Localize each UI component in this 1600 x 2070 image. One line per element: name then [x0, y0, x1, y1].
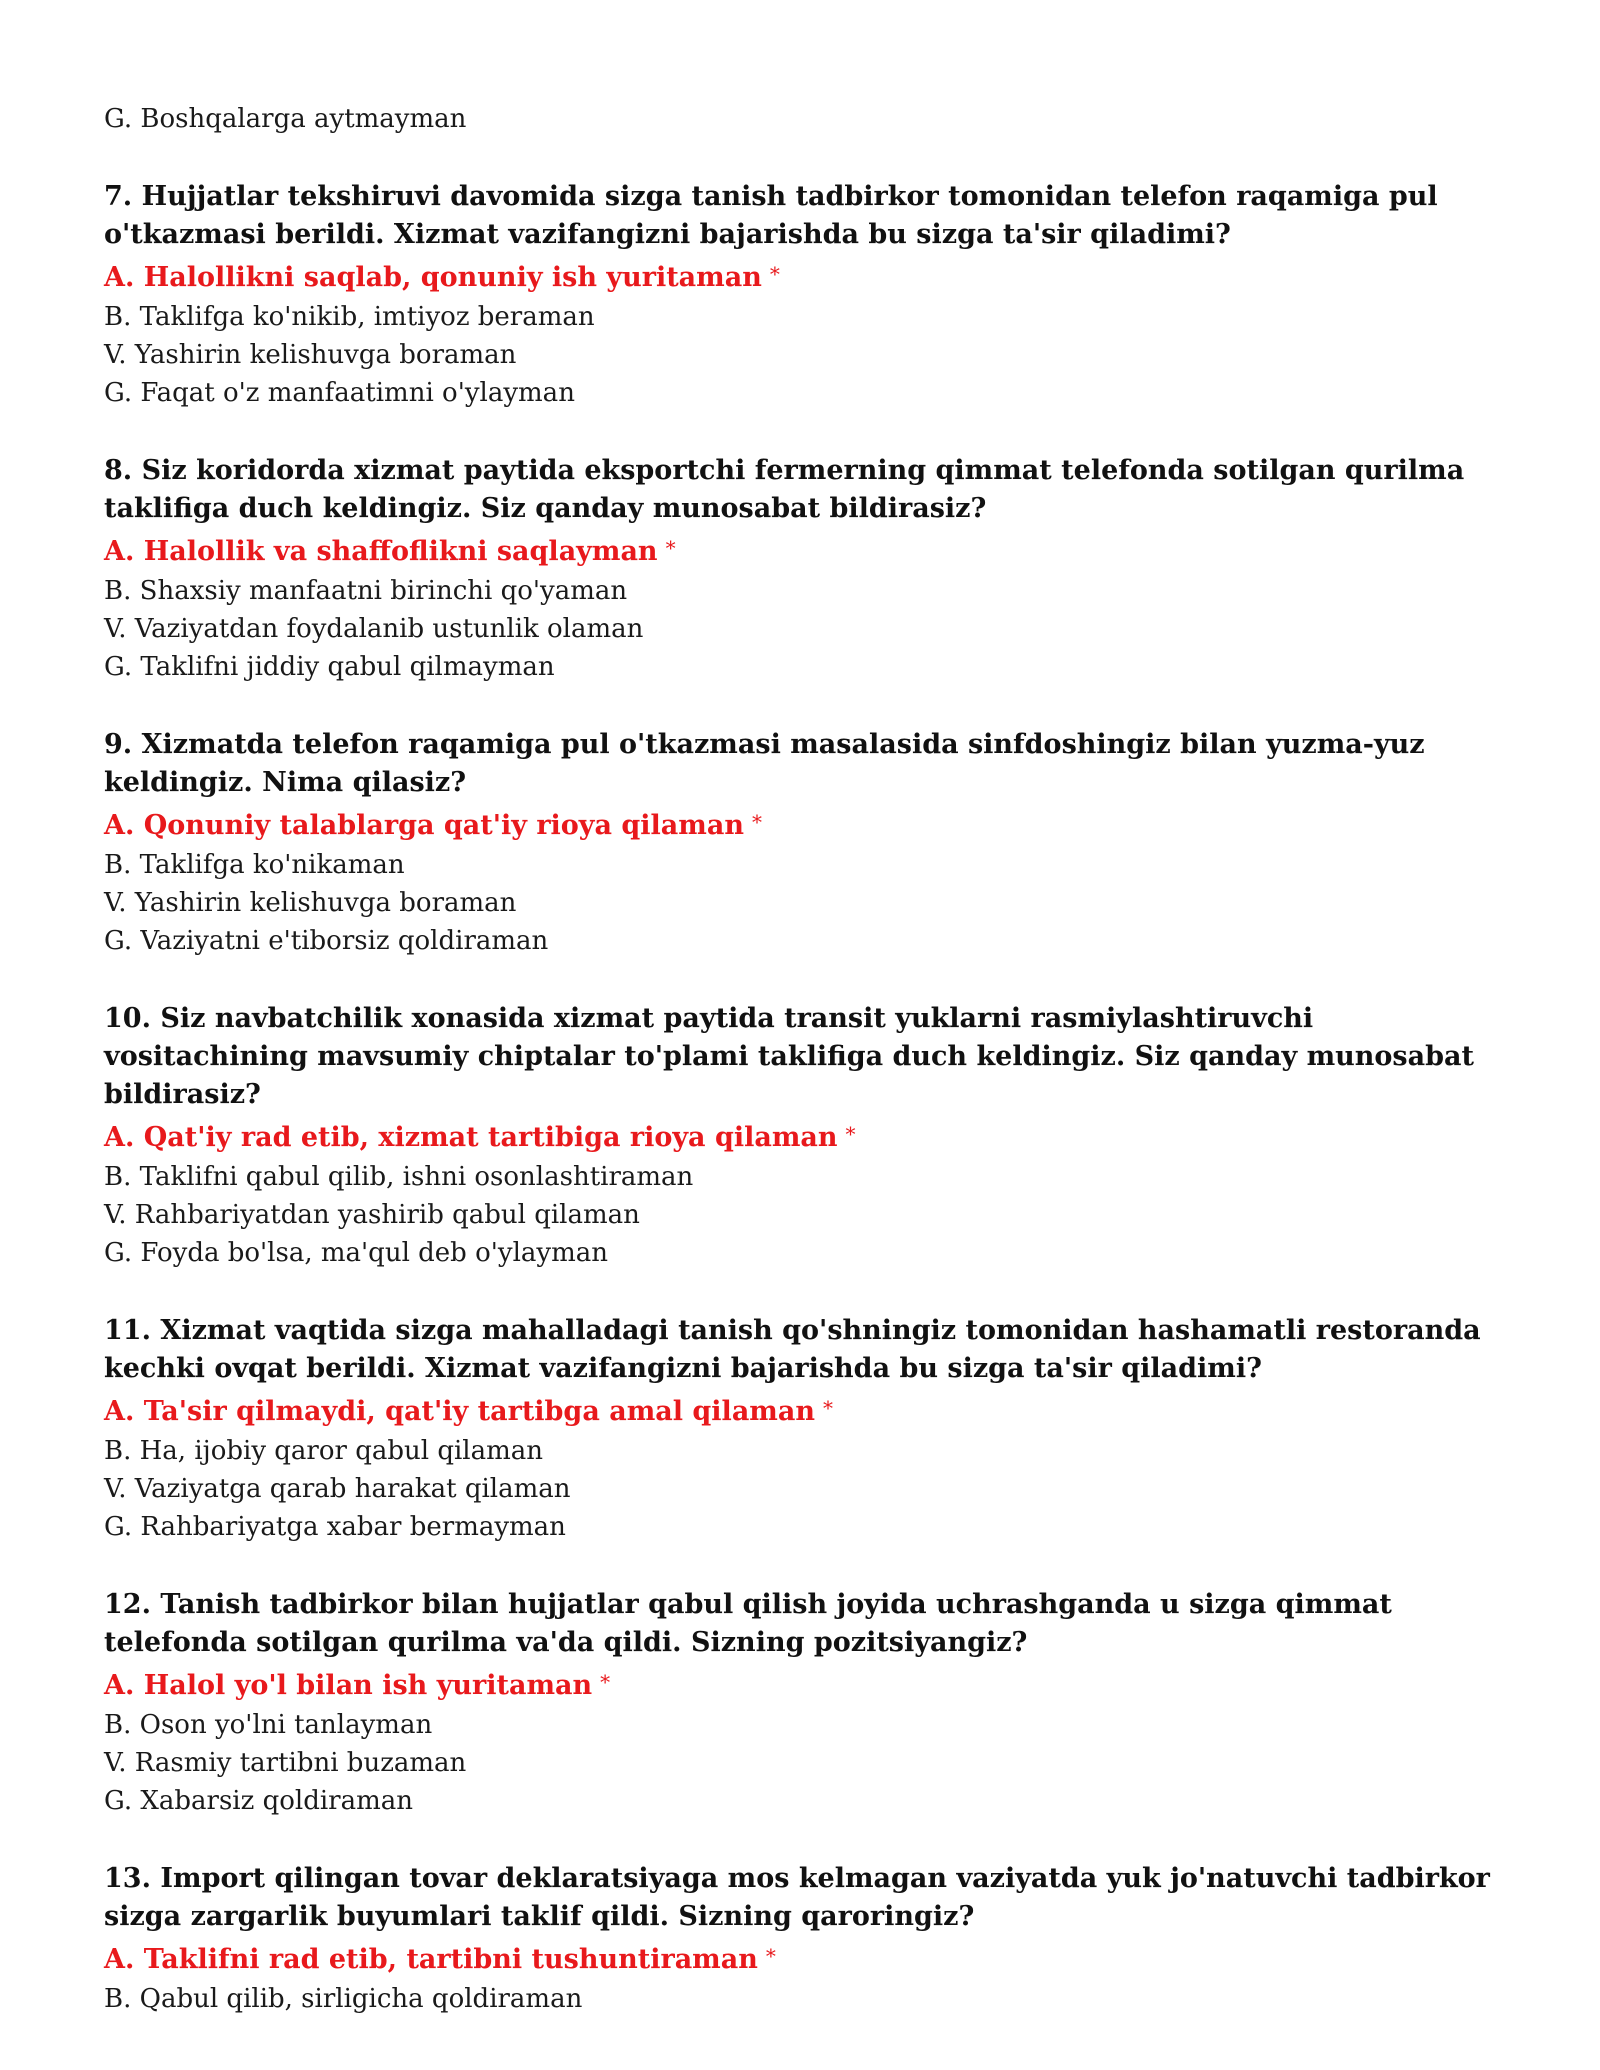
correct-answer-text: A. Halollik va shaffoflikni saqlayman — [104, 536, 658, 567]
question-block — [104, 1860, 1524, 2018]
correct-marker: * — [665, 536, 676, 560]
answer-option: G. Foyda bo'lsa, ma'qul deb o'ylayman — [104, 1238, 608, 1268]
question-block — [104, 452, 1524, 686]
question-text: 12. Tanish tadbirkor bilan hujjatlar qabul qilish joyida uchrashganda u sizga qimmat telefonda sotilgan qurilma va'da qildi. Sizning pozitsiyangiz? — [104, 1589, 1392, 1658]
question-text: 10. Siz navbatchilik xonasida xizmat paytida transit yuklarni rasmiylashtiruvchi vositachining mavsumiy chiptalar to'plami taklifiga duch keldingiz. Siz qanday munosabat bildirasiz? — [104, 1003, 1474, 1110]
answer-option: G. Taklifni jiddiy qabul qilmayman — [104, 652, 555, 682]
correct-answer-text: A. Qat'iy rad etib, xizmat tartibiga rioya qilaman — [104, 1122, 838, 1153]
correct-marker: * — [845, 1122, 856, 1146]
correct-marker: * — [765, 1944, 776, 1968]
answer-option: V. Rasmiy tartibni buzaman — [104, 1748, 467, 1778]
answer-option: B. Qabul qilib, sirligicha qoldiraman — [104, 1984, 583, 2014]
question-block — [104, 1312, 1524, 1546]
answer-option: G. Rahbariyatga xabar bermayman — [104, 1512, 566, 1542]
answer-option: V. Yashirin kelishuvga boraman — [104, 888, 517, 918]
question-text: 13. Import qilingan tovar deklaratsiyaga mos kelmagan vaziyatda yuk jo'natuvchi tadbirkor sizga zargarlik buyumlari taklif qildi. Sizning qaroringiz? — [104, 1863, 1490, 1932]
correct-answer — [104, 802, 1524, 846]
correct-answer-text: A. Halol yo'l bilan ish yuritaman — [104, 1670, 593, 1701]
question-text: 7. Hujjatlar tekshiruvi davomida sizga tanish tadbirkor tomonidan telefon raqamiga pul o'tkazmasi berildi. Xizmat vazifangizni bajarishda bu sizga ta'sir qiladimi? — [104, 181, 1438, 250]
question-block — [104, 178, 1524, 412]
answer-option: G. Faqat o'z manfaatimni o'ylayman — [104, 378, 575, 408]
correct-marker: * — [769, 262, 780, 286]
answer-option: V. Vaziyatdan foydalanib ustunlik olaman — [104, 614, 644, 644]
correct-marker: * — [823, 1396, 834, 1420]
correct-answer-text: A. Taklifni rad etib, tartibni tushuntiraman — [104, 1944, 758, 1975]
answer-option: B. Shaxsiy manfaatni birinchi qo'yaman — [104, 576, 628, 606]
correct-answer-text: A. Halollikni saqlab, qonuniy ish yuritaman — [104, 262, 762, 293]
correct-marker: * — [751, 810, 762, 834]
document-page — [104, 100, 1524, 2018]
question-list — [104, 178, 1524, 2018]
correct-answer — [104, 528, 1524, 572]
correct-answer — [104, 254, 1524, 298]
answer-option: V. Yashirin kelishuvga boraman — [104, 340, 517, 370]
answer-option: V. Vaziyatga qarab harakat qilaman — [104, 1474, 571, 1504]
correct-answer — [104, 1114, 1524, 1158]
answer-option: V. Rahbariyatdan yashirib qabul qilaman — [104, 1200, 640, 1230]
answer-option: B. Oson yo'lni tanlayman — [104, 1710, 433, 1740]
correct-marker: * — [600, 1670, 611, 1694]
question-block — [104, 1586, 1524, 1820]
question-text: 11. Xizmat vaqtida sizga mahalladagi tanish qo'shningiz tomonidan hashamatli restoranda kechki ovqat berildi. Xizmat vazifangizni bajarishda bu sizga ta'sir qiladimi? — [104, 1315, 1481, 1384]
correct-answer — [104, 1662, 1524, 1706]
answer-option: B. Taklifni qabul qilib, ishni osonlashtiraman — [104, 1162, 694, 1192]
leading-option: G. Boshqalarga aytmayman — [104, 104, 467, 134]
question-block — [104, 1000, 1524, 1272]
correct-answer-text: A. Ta'sir qilmaydi, qat'iy tartibga amal qilaman — [104, 1396, 816, 1427]
answer-option: B. Taklifga ko'nikaman — [104, 850, 405, 880]
answer-option: B. Ha, ijobiy qaror qabul qilaman — [104, 1436, 543, 1466]
answer-option: B. Taklifga ko'nikib, imtiyoz beraman — [104, 302, 595, 332]
answer-option: G. Xabarsiz qoldiraman — [104, 1786, 413, 1816]
correct-answer-text: A. Qonuniy talablarga qat'iy rioya qilaman — [104, 810, 744, 841]
answer-option: G. Vaziyatni e'tiborsiz qoldiraman — [104, 926, 549, 956]
question-block — [104, 726, 1524, 960]
question-text: 8. Siz koridorda xizmat paytida eksportchi fermerning qimmat telefonda sotilgan qurilma taklifiga duch keldingiz. Siz qanday munosabat bildirasiz? — [104, 455, 1465, 524]
question-text: 9. Xizmatda telefon raqamiga pul o'tkazmasi masalasida sinfdoshingiz bilan yuzma-yuz keldingiz. Nima qilasiz? — [104, 729, 1425, 798]
correct-answer — [104, 1388, 1524, 1432]
correct-answer — [104, 1936, 1524, 1980]
